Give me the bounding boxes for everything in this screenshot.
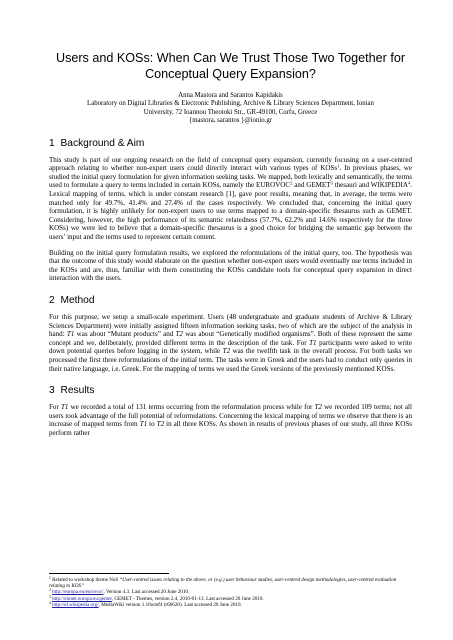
task-label: T2 <box>314 403 322 412</box>
section-heading-results <box>49 385 412 397</box>
text-run: was about “Mutant products” and <box>74 330 176 339</box>
footnote-4 <box>49 602 412 608</box>
footnote-divider <box>49 573 169 574</box>
footnote-link[interactable]: http://el.wikipedia.org/ <box>52 601 99 608</box>
paragraph: Building on the initial query formulation results, we explored the reformulations of the initial query, too. The hypothesis was that the outcome of this study would elaborate on the question whether non-expert users would eventually use terms included in the KOSs and are, thus, familiar with them constituting the KOSs candidate tools for conceptual query expansion in direct interaction with the users. <box>49 248 412 283</box>
text-run: we recorded a total of 131 terms occurring from the reformulation process while for <box>68 403 315 412</box>
footnote-number: 2 <box>49 588 51 593</box>
text-run: This study is part of our ongoing research on the field of conceptual query expansion, currently focusing on a user-centred approach relating to whether non-expert users could directly interact with various types of KOSs <box>49 155 412 173</box>
footnote-number: 3 <box>49 594 51 599</box>
footnote-number: 1 <box>49 576 51 581</box>
paragraph <box>49 156 412 242</box>
section-number: 1 <box>49 137 55 149</box>
footnote-text: , MediaWiki version 1.16wmf4 (r66620). Last accessed 20 June 2010. <box>98 601 242 608</box>
task-label: T1 <box>139 420 148 429</box>
text-run: was about “Genetically modified organisms”. Both of these represent the same concept and we, deliberately, provided different terms in the description of the task. For <box>49 330 412 347</box>
paragraph <box>49 313 412 373</box>
section-number: 3 <box>49 385 55 397</box>
paragraph <box>49 403 412 437</box>
section-title: Background & Aim <box>60 137 145 149</box>
footnote-marker: 1 <box>337 163 340 169</box>
section-heading-method <box>49 295 412 307</box>
text-run: was the twelfth task in the overall process. For both tasks we processed the first three reformulations of the initial term. The tasks were in Greek and the users had to conduct only queries in their native language, i.e. Greek. For the mapping of terms we used the Greek versions of the previously mentioned KOSs. <box>49 347 412 373</box>
text-run: . Lexical mapping of terms, which is under constant research [1], gave poor results, meaning that, in average, the terms were matched only for 49.7%, 41.4% and 27.4% of the cases respectively. We concluded that, concerning the initial query formulation, it is highly unlikely for non-expert users to use terms mapped to a domain-specific thesaurus such as GEMET. Considering, however, the high performance of its semantic relatedness (57.7%, 62.2% and 14.6% respectively for the three KOSs) we were led to believe that a domain-specific thesaurus is a good choice for bridging the semantic gap between the users’ input and the terms used to represent certain content. <box>49 181 412 241</box>
text-run: to <box>147 420 157 429</box>
paper-body <box>49 50 412 444</box>
footnote-marker: 3 <box>330 180 333 186</box>
section-number: 2 <box>49 294 55 306</box>
footnote-link[interactable]: http://eionet.europa.eu/gemet <box>52 595 112 602</box>
task-label: T2 <box>222 347 231 356</box>
text-run: For <box>49 403 61 412</box>
footnotes <box>49 573 412 608</box>
footnote-1 <box>49 577 412 589</box>
task-label: T2 <box>175 330 183 339</box>
task-label: T1 <box>60 403 69 412</box>
author-names: Anna Mastora and Sarantos Kapidakis <box>178 92 283 99</box>
text-run: and GEMET <box>292 181 331 190</box>
footnote-text: Related to workshop theme No6 <box>52 577 120 583</box>
text-run: participants were asked to write down potential queries before logging in the system, while <box>49 338 412 356</box>
title-line-1: Users and KOSs: When Can We Trust Those Two Together for <box>55 51 406 65</box>
task-label: T2 <box>156 420 165 429</box>
footnote-marker: 2 <box>290 180 293 186</box>
footnote-marker: 4 <box>407 180 411 186</box>
task-label: T1 <box>309 338 317 347</box>
footnote-link[interactable]: http://europa.eu/eurovoc/ <box>52 589 104 596</box>
section-heading-background <box>49 138 412 150</box>
footnote-text: , Version 4.3. Last accessed 20 June 2010. <box>103 589 190 596</box>
text-run: we recorded 109 terms; not all users took advantage of the full potential of reformulations. Concerning the lexical mapping of terms we observe that there is an increase of mapped terms from <box>49 403 412 429</box>
section-title: Results <box>60 385 95 397</box>
title-line-2: Conceptual Query Expansion? <box>145 67 316 81</box>
paper-title <box>49 50 412 82</box>
footnote-italic: “User-centred issues relating to the above, or (e.g.) user behaviour studies, user-centred design methodologies, user-centred evaluation relating to KOS” <box>49 577 397 590</box>
text-run: thesauri and WIKIPEDIA <box>332 181 408 190</box>
footnote-text: , GEMET - Themes, version 2.4, 2010-01-13. Last accessed 20 June 2010. <box>111 595 264 602</box>
task-label: T1 <box>66 330 75 339</box>
text-run: . In previous phases, we studied the initial query formulation for given information seeking tasks. We mapped, both lexically and semantically, the terms used to formulate a query to terms included in certain KOSs, namely the EUROVOC <box>49 164 412 190</box>
text-run: For this purpose, we setup a small-scale experiment. Users (48 undergraduate and graduate students of Archive & Library Sciences Department) were initially assigned fifteen information seeking tasks, two of which are the subject of the analysis in hand: <box>49 312 412 339</box>
affiliation-line-2: University, 72 Ioannou Theotoki Str., GR-49100, Corfu, Greece <box>143 108 318 116</box>
text-run: in all three KOSs. As shown in results of previous phases of our study, all three KOSs perform rather <box>49 420 412 437</box>
section-title: Method <box>60 294 95 306</box>
author-email: {mastora, sarantos }@ionio.gr <box>188 117 272 125</box>
author-block <box>49 92 412 126</box>
footnote-number: 4 <box>49 601 51 606</box>
affiliation-line-1: Laboratory on Digital Libraries & Electronic Publishing, Archive & Library Sciences Department, Ionian <box>87 100 374 108</box>
